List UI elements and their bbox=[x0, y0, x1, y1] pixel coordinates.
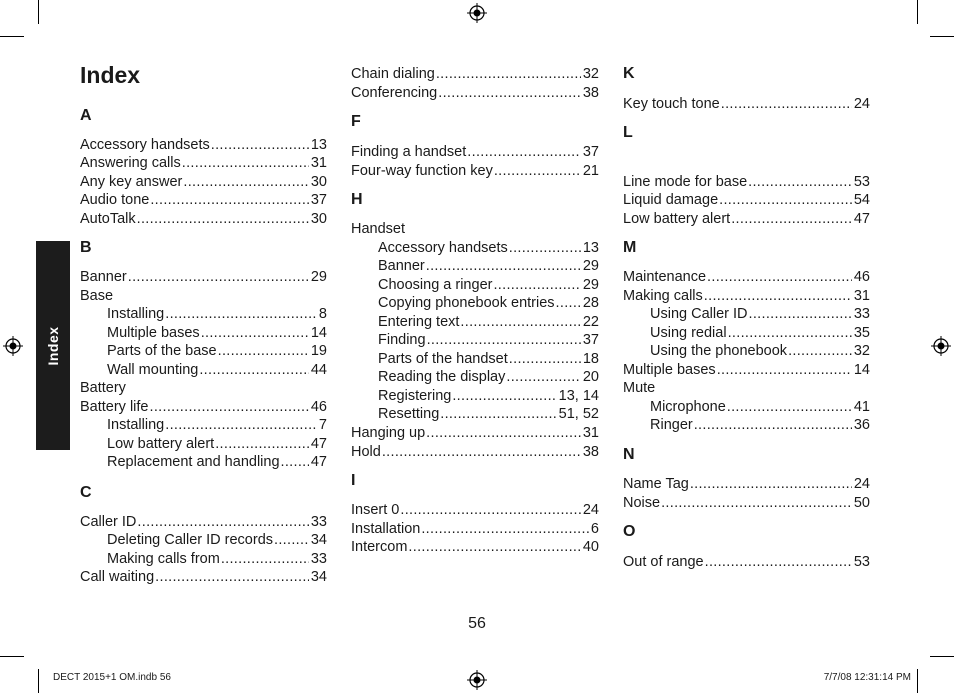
index-entry-label: Out of range bbox=[623, 554, 704, 570]
index-entry-page: 36 bbox=[853, 417, 870, 433]
index-entry bbox=[80, 342, 327, 360]
index-letter-heading: C bbox=[80, 484, 92, 501]
index-entry bbox=[351, 387, 599, 405]
index-entry-label: Hold bbox=[351, 444, 381, 460]
index-entry-label: Noise bbox=[623, 495, 661, 511]
index-entry-page: 22 bbox=[582, 314, 599, 330]
index-entry bbox=[80, 210, 327, 228]
index-entry-label: Conferencing bbox=[351, 85, 438, 101]
index-entry bbox=[80, 154, 327, 172]
dot-leader bbox=[280, 453, 309, 471]
index-entry-page: 44 bbox=[310, 362, 327, 378]
dot-leader bbox=[425, 257, 581, 275]
index-entry bbox=[623, 553, 870, 571]
crop-mark bbox=[930, 656, 954, 657]
index-entry-label: Choosing a ringer bbox=[378, 277, 493, 293]
index-entry bbox=[351, 520, 599, 538]
index-entry bbox=[623, 361, 870, 379]
index-entry-page: 24 bbox=[582, 502, 599, 518]
index-letter-heading: M bbox=[623, 239, 637, 256]
index-entry bbox=[623, 379, 870, 397]
index-entry-page: 13 bbox=[310, 137, 327, 153]
index-entry-label: Using redial bbox=[650, 325, 727, 341]
index-entry-page: 47 bbox=[310, 454, 327, 470]
index-letter-heading: H bbox=[351, 191, 363, 208]
dot-leader bbox=[381, 443, 581, 461]
index-entry-page: 47 bbox=[310, 436, 327, 452]
crop-mark bbox=[0, 656, 24, 657]
index-letter-heading: O bbox=[623, 523, 636, 540]
dot-leader bbox=[149, 398, 309, 416]
index-entry-label: Installation bbox=[351, 521, 421, 537]
index-entry-label: Installing bbox=[107, 417, 165, 433]
index-entry-label: Chain dialing bbox=[351, 66, 435, 82]
dot-leader bbox=[164, 305, 317, 323]
index-entry-page: 34 bbox=[310, 532, 327, 548]
index-entry-page: 20 bbox=[582, 369, 599, 385]
index-entry bbox=[351, 331, 599, 349]
index-entry-label: Hanging up bbox=[351, 425, 426, 441]
index-entry-page: 24 bbox=[853, 96, 870, 112]
index-letter-heading: L bbox=[623, 124, 633, 141]
index-entry-label: Banner bbox=[378, 258, 425, 274]
index-entry-label: Key touch tone bbox=[623, 96, 720, 112]
dot-leader bbox=[425, 424, 581, 442]
index-entry-label: Parts of the base bbox=[107, 343, 217, 359]
index-entry-label: Accessory handsets bbox=[378, 240, 508, 256]
index-entry bbox=[351, 84, 599, 102]
index-entry bbox=[623, 398, 870, 416]
index-entry-page: 29 bbox=[582, 258, 599, 274]
dot-leader bbox=[508, 239, 581, 257]
index-entry-label: Line mode for base bbox=[623, 174, 748, 190]
index-letter-heading: A bbox=[80, 107, 92, 124]
index-letter-heading: N bbox=[623, 446, 635, 463]
index-entry-label: Registering bbox=[378, 388, 452, 404]
index-entry-label: Mute bbox=[623, 380, 656, 396]
dot-leader bbox=[136, 513, 308, 531]
index-entry-page: 13 bbox=[582, 240, 599, 256]
dot-leader bbox=[787, 342, 852, 360]
dot-leader bbox=[706, 268, 852, 286]
index-entry bbox=[80, 398, 327, 416]
index-letter-heading: I bbox=[351, 472, 356, 489]
index-entry-page: 18 bbox=[582, 351, 599, 367]
index-entry bbox=[351, 368, 599, 386]
dot-leader bbox=[182, 173, 309, 191]
dot-leader bbox=[693, 416, 852, 434]
index-entry bbox=[623, 342, 870, 360]
dot-leader bbox=[217, 342, 309, 360]
page-title: Index bbox=[80, 62, 141, 88]
index-entry bbox=[80, 191, 327, 209]
crop-mark bbox=[38, 0, 39, 24]
dot-leader bbox=[466, 143, 581, 161]
index-entry-label: Ringer bbox=[650, 417, 693, 433]
index-entry-page: 29 bbox=[582, 277, 599, 293]
index-entry bbox=[623, 416, 870, 434]
index-entry-label: Maintenance bbox=[623, 269, 707, 285]
index-entry-page: 34 bbox=[310, 569, 327, 585]
index-entry bbox=[351, 350, 599, 368]
dot-leader bbox=[420, 520, 589, 538]
dot-leader bbox=[727, 324, 852, 342]
dot-leader bbox=[730, 210, 852, 228]
dot-leader bbox=[459, 313, 580, 331]
index-entry-page: 32 bbox=[853, 343, 870, 359]
index-entry-page: 40 bbox=[582, 539, 599, 555]
index-entry-label: Audio tone bbox=[80, 192, 150, 208]
index-entry-page: 38 bbox=[582, 444, 599, 460]
index-entry-page: 33 bbox=[310, 551, 327, 567]
index-entry bbox=[351, 538, 599, 556]
dot-leader bbox=[660, 494, 852, 512]
index-entry bbox=[80, 173, 327, 191]
index-entry-label: Accessory handsets bbox=[80, 137, 210, 153]
index-entry-label: Caller ID bbox=[80, 514, 137, 530]
index-entry bbox=[351, 294, 599, 312]
index-entry-label: Using Caller ID bbox=[650, 306, 748, 322]
index-entry-label: Base bbox=[80, 288, 114, 304]
index-entry-label: Battery bbox=[80, 380, 126, 396]
dot-leader bbox=[492, 276, 580, 294]
crop-mark bbox=[917, 669, 918, 693]
index-entry-page: 41 bbox=[853, 399, 870, 415]
side-tab-label: Index bbox=[45, 325, 61, 366]
index-entry bbox=[351, 143, 599, 161]
index-entry-label: Installing bbox=[107, 306, 165, 322]
index-entry bbox=[351, 65, 599, 83]
index-entry-page: 33 bbox=[853, 306, 870, 322]
registration-mark-icon bbox=[467, 670, 487, 690]
registration-mark-icon bbox=[3, 336, 23, 356]
index-entry bbox=[351, 220, 599, 238]
crop-mark bbox=[38, 669, 39, 693]
dot-leader bbox=[726, 398, 852, 416]
index-entry-label: Low battery alert bbox=[623, 211, 731, 227]
index-entry-page: 46 bbox=[310, 399, 327, 415]
index-entry-page: 54 bbox=[853, 192, 870, 208]
dot-leader bbox=[399, 501, 581, 519]
dot-leader bbox=[493, 162, 581, 180]
index-entry bbox=[80, 361, 327, 379]
index-entry-label: Finding bbox=[378, 332, 426, 348]
index-entry bbox=[80, 287, 327, 305]
index-entry bbox=[623, 324, 870, 342]
index-entry-label: Any key answer bbox=[80, 174, 183, 190]
dot-leader bbox=[689, 475, 852, 493]
index-entry bbox=[80, 324, 327, 342]
index-entry-page: 6 bbox=[590, 521, 599, 537]
index-entry-page: 33 bbox=[310, 514, 327, 530]
dot-leader bbox=[748, 305, 852, 323]
dot-leader bbox=[127, 268, 309, 286]
index-entry bbox=[80, 531, 327, 549]
index-entry-label: Copying phonebook entries bbox=[378, 295, 555, 311]
index-entry-label: AutoTalk bbox=[80, 211, 136, 227]
index-entry bbox=[351, 443, 599, 461]
index-entry-label: Microphone bbox=[650, 399, 726, 415]
index-entry-label: Making calls bbox=[623, 288, 703, 304]
index-entry-label: Intercom bbox=[351, 539, 408, 555]
index-entry bbox=[80, 416, 327, 434]
dot-leader bbox=[149, 191, 309, 209]
index-entry-label: Low battery alert bbox=[107, 436, 215, 452]
dot-leader bbox=[505, 368, 580, 386]
index-entry-page: 35 bbox=[853, 325, 870, 341]
index-entry-page: 21 bbox=[582, 163, 599, 179]
index-entry-label: Answering calls bbox=[80, 155, 181, 171]
dot-leader bbox=[273, 531, 309, 549]
dot-leader bbox=[747, 173, 852, 191]
index-entry-label: Name Tag bbox=[623, 476, 689, 492]
index-entry bbox=[80, 379, 327, 397]
dot-leader bbox=[164, 416, 317, 434]
dot-leader bbox=[437, 84, 581, 102]
dot-leader bbox=[210, 136, 309, 154]
index-entry bbox=[80, 435, 327, 453]
index-entry bbox=[351, 162, 599, 180]
dot-leader bbox=[716, 361, 852, 379]
index-letter-heading: F bbox=[351, 113, 361, 130]
index-entry bbox=[623, 287, 870, 305]
dot-leader bbox=[508, 350, 581, 368]
index-entry-page: 24 bbox=[853, 476, 870, 492]
index-entry bbox=[623, 210, 870, 228]
index-entry bbox=[351, 239, 599, 257]
index-entry bbox=[80, 453, 327, 471]
index-entry bbox=[80, 513, 327, 531]
dot-leader bbox=[220, 550, 309, 568]
index-entry-page: 32 bbox=[582, 66, 599, 82]
index-entry bbox=[351, 257, 599, 275]
registration-mark-icon bbox=[931, 336, 951, 356]
index-entry-label: Deleting Caller ID records bbox=[107, 532, 274, 548]
index-entry-page: 29 bbox=[310, 269, 327, 285]
index-entry-label: Battery life bbox=[80, 399, 149, 415]
index-entry bbox=[623, 191, 870, 209]
index-entry bbox=[351, 313, 599, 331]
index-entry-page: 14 bbox=[853, 362, 870, 378]
index-entry-page: 37 bbox=[582, 332, 599, 348]
dot-leader bbox=[720, 95, 852, 113]
index-letter-heading: B bbox=[80, 239, 92, 256]
index-entry bbox=[80, 136, 327, 154]
index-entry-label: Liquid damage bbox=[623, 192, 719, 208]
index-entry-page: 38 bbox=[582, 85, 599, 101]
index-entry-page: 50 bbox=[853, 495, 870, 511]
crop-mark bbox=[0, 36, 24, 37]
dot-leader bbox=[439, 405, 556, 423]
dot-leader bbox=[136, 210, 309, 228]
index-entry-label: Parts of the handset bbox=[378, 351, 508, 367]
dot-leader bbox=[703, 287, 852, 305]
dot-leader bbox=[435, 65, 581, 83]
index-entry-page: 37 bbox=[582, 144, 599, 160]
dot-leader bbox=[200, 324, 309, 342]
index-entry bbox=[623, 268, 870, 286]
index-entry-page: 37 bbox=[310, 192, 327, 208]
dot-leader bbox=[214, 435, 309, 453]
index-entry-label: Replacement and handling bbox=[107, 454, 280, 470]
index-entry-label: Insert 0 bbox=[351, 502, 400, 518]
index-entry-page: 31 bbox=[853, 288, 870, 304]
index-entry-page: 8 bbox=[318, 306, 327, 322]
index-entry bbox=[80, 568, 327, 586]
dot-leader bbox=[555, 294, 581, 312]
index-entry-label: Using the phonebook bbox=[650, 343, 788, 359]
index-entry bbox=[80, 550, 327, 568]
dot-leader bbox=[181, 154, 309, 172]
dot-leader bbox=[198, 361, 309, 379]
index-entry-page: 53 bbox=[853, 554, 870, 570]
index-entry-page: 28 bbox=[582, 295, 599, 311]
index-entry-page: 14 bbox=[310, 325, 327, 341]
index-entry bbox=[623, 494, 870, 512]
index-entry-page: 51, 52 bbox=[558, 406, 599, 422]
index-entry-label: Banner bbox=[80, 269, 127, 285]
index-entry bbox=[623, 305, 870, 323]
index-entry bbox=[351, 405, 599, 423]
index-entry-label: Multiple bases bbox=[623, 362, 716, 378]
side-tab bbox=[36, 241, 70, 450]
index-entry bbox=[623, 475, 870, 493]
footer-file: DECT 2015+1 OM.indb 56 bbox=[53, 672, 171, 683]
index-entry-page: 30 bbox=[310, 174, 327, 190]
index-entry-label: Four-way function key bbox=[351, 163, 493, 179]
crop-mark bbox=[917, 0, 918, 24]
dot-leader bbox=[407, 538, 580, 556]
dot-leader bbox=[718, 191, 852, 209]
index-entry-page: 46 bbox=[853, 269, 870, 285]
crop-mark bbox=[930, 36, 954, 37]
index-entry bbox=[623, 95, 870, 113]
index-entry-label: Call waiting bbox=[80, 569, 155, 585]
page-number: 56 bbox=[468, 615, 486, 632]
index-entry-label: Multiple bases bbox=[107, 325, 200, 341]
index-entry-label: Making calls from bbox=[107, 551, 220, 567]
index-entry-page: 31 bbox=[582, 425, 599, 441]
dot-leader bbox=[154, 568, 309, 586]
index-entry bbox=[351, 501, 599, 519]
index-entry bbox=[351, 276, 599, 294]
index-entry-label: Entering text bbox=[378, 314, 460, 330]
dot-leader bbox=[451, 387, 556, 405]
index-entry bbox=[80, 268, 327, 286]
index-entry-page: 30 bbox=[310, 211, 327, 227]
index-entry bbox=[623, 173, 870, 191]
index-entry-label: Reading the display bbox=[378, 369, 506, 385]
index-entry-label: Wall mounting bbox=[107, 362, 199, 378]
index-entry-page: 7 bbox=[318, 417, 327, 433]
index-entry-page: 13, 14 bbox=[558, 388, 599, 404]
index-letter-heading: K bbox=[623, 65, 635, 82]
dot-leader bbox=[704, 553, 852, 571]
index-entry-page: 31 bbox=[310, 155, 327, 171]
index-entry-page: 19 bbox=[310, 343, 327, 359]
index-entry-page: 47 bbox=[853, 211, 870, 227]
dot-leader bbox=[426, 331, 581, 349]
index-entry bbox=[80, 305, 327, 323]
index-entry-label: Resetting bbox=[378, 406, 440, 422]
index-entry-page: 53 bbox=[853, 174, 870, 190]
index-entry-label: Handset bbox=[351, 221, 406, 237]
index-entry-label: Finding a handset bbox=[351, 144, 467, 160]
registration-mark-icon bbox=[467, 3, 487, 23]
footer-timestamp: 7/7/08 12:31:14 PM bbox=[823, 672, 911, 683]
index-entry bbox=[351, 424, 599, 442]
